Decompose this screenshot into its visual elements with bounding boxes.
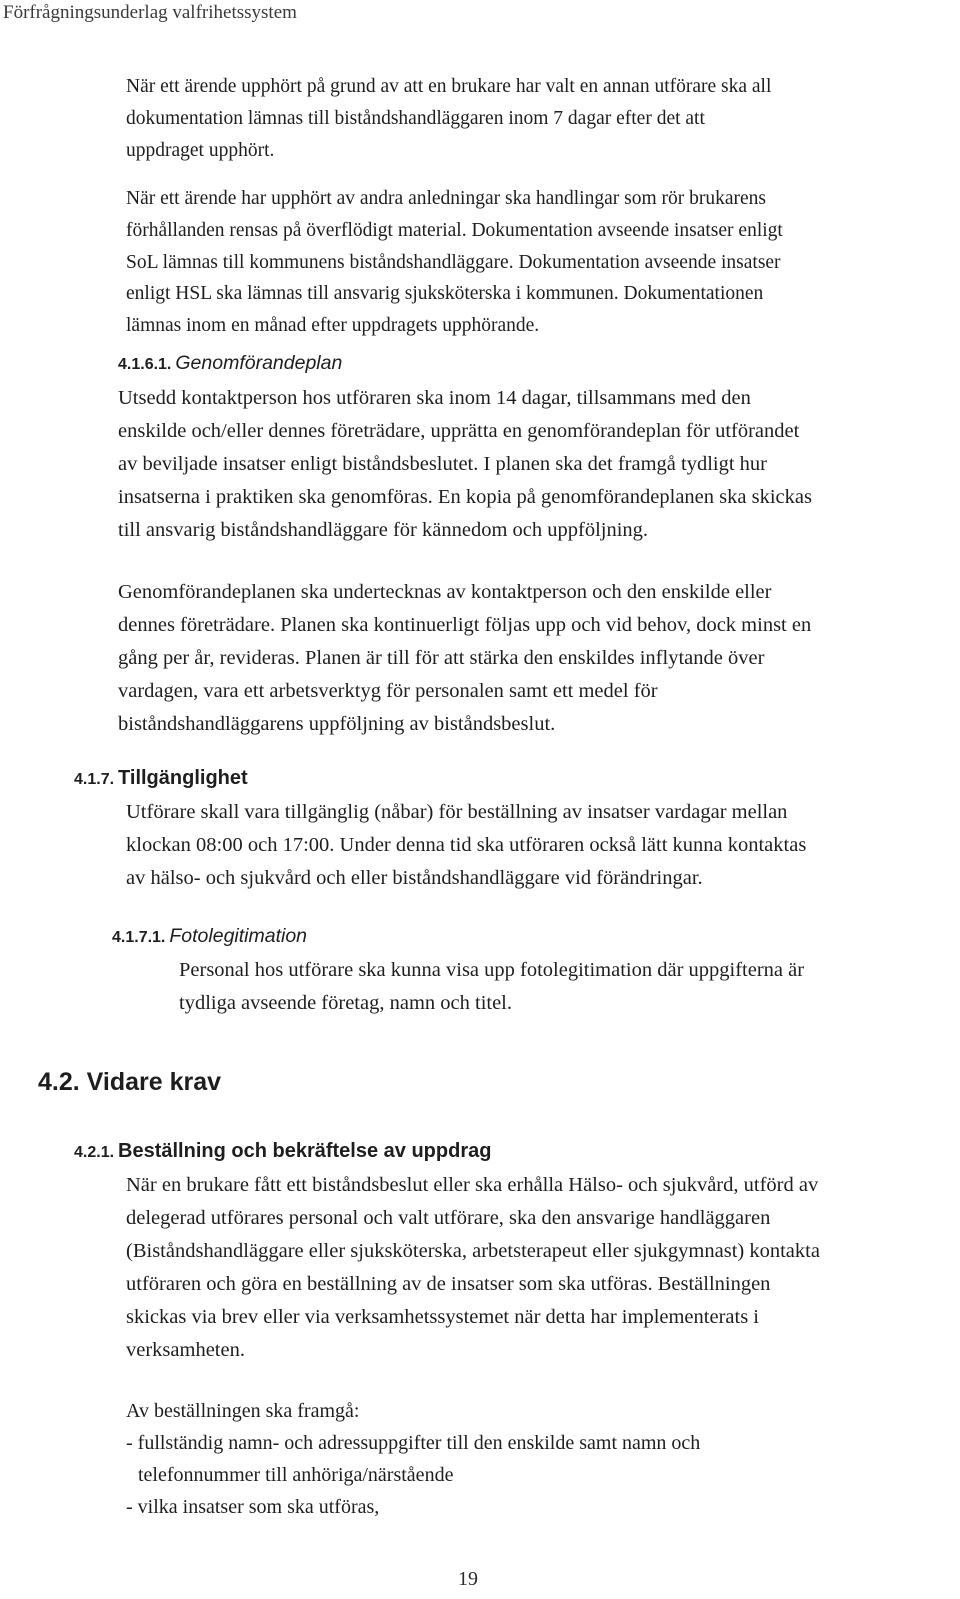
text-line: till ansvarig biståndshandläggare för kännedom och uppföljning.	[118, 519, 649, 541]
heading-number: 4.1.6.1.	[118, 356, 172, 373]
text-line: enligt HSL ska lämnas till ansvarig sjuksköterska i kommunen. Dokumentationen	[126, 283, 764, 305]
heading-title: Fotolegitimation	[169, 925, 308, 947]
text-line: förhållanden rensas på överflödigt material. Dokumentation avseende insatser enligt	[126, 219, 783, 241]
paragraph-genomforandeplan-signing	[118, 576, 811, 741]
paragraph-bestallning	[126, 1169, 820, 1367]
text-line: enskilde och/eller dennes företrädare, upprätta en genomförandeplan för utförandet	[118, 420, 800, 442]
text-line: dennes företrädare. Planen ska kontinuerligt följas upp och vid behov, dock minst en	[118, 614, 812, 636]
list-item: - vilka insatser som ska utföras,	[126, 1496, 380, 1518]
heading-4-2	[38, 1068, 221, 1097]
heading-title: Tillgänglighet	[118, 767, 248, 789]
heading-4-1-6-1	[118, 352, 342, 375]
heading-4-2-1	[74, 1140, 491, 1163]
text-line: av hälso- och sjukvård och eller biståndshandläggare vid förändringar.	[126, 867, 703, 889]
text-line: delegerad utförares personal och valt utförare, ska den ansvarige handläggaren	[126, 1207, 771, 1229]
heading-number: 4.1.7.	[74, 771, 115, 788]
text-line: vardagen, vara ett arbetsverktyg för personalen samt ett medel för	[118, 680, 658, 702]
text-line: utföraren och göra en beställning av de insatser som ska utföras. Beställningen	[126, 1273, 771, 1295]
text-line: klockan 08:00 och 17:00. Under denna tid ska utföraren också lätt kunna kontaktas	[126, 834, 807, 856]
heading-title: Vidare krav	[86, 1068, 222, 1096]
heading-number: 4.1.7.1.	[112, 929, 166, 946]
text-line: tydliga avseende företag, namn och titel.	[179, 992, 513, 1014]
heading-title: Beställning och bekräftelse av uppdrag	[118, 1140, 492, 1162]
text-line: gång per år, revideras. Planen är till för att stärka den enskildes inflytande över	[118, 647, 765, 669]
text-line: uppdraget upphört.	[126, 139, 275, 161]
heading-number: 4.2.	[38, 1068, 80, 1096]
heading-title: Genomförandeplan	[175, 352, 343, 374]
list-bestallning-contents	[126, 1395, 700, 1523]
text-line: dokumentation lämnas till biståndshandläggaren inom 7 dagar efter det att	[126, 107, 705, 129]
text-line: Utsedd kontaktperson hos utföraren ska inom 14 dagar, tillsammans med den	[118, 387, 751, 409]
list-intro: Av beställningen ska framgå:	[126, 1400, 360, 1422]
text-line: Utförare skall vara tillgänglig (nåbar) för beställning av insatser vardagar mellan	[126, 801, 788, 823]
paragraph-tillganglighet	[126, 796, 806, 895]
text-line: skickas via brev eller via verksamhetssystemet när detta har implementerats i	[126, 1306, 759, 1328]
paragraph-termination-other	[126, 183, 783, 342]
running-header: Förfrågningsunderlag valfrihetssystem	[3, 2, 297, 23]
paragraph-fotolegitimation	[179, 954, 804, 1020]
heading-number: 4.2.1.	[74, 1144, 115, 1161]
list-item-continuation: telefonnummer till anhöriga/närstående	[138, 1464, 454, 1486]
paragraph-genomforandeplan	[118, 382, 812, 547]
text-line: När en brukare fått ett biståndsbeslut eller ska erhålla Hälso- och sjukvård, utförd av	[126, 1174, 819, 1196]
heading-4-1-7	[74, 767, 248, 790]
text-line: (Biståndshandläggare eller sjuksköterska, arbetsterapeut eller sjukgymnast) kontakta	[126, 1240, 820, 1262]
text-line: Genomförandeplanen ska undertecknas av kontaktperson och den enskilde eller	[118, 581, 772, 603]
heading-4-1-7-1	[112, 925, 307, 948]
paragraph-termination-choice	[126, 71, 771, 166]
text-line: av beviljade insatser enligt biståndsbeslutet. I planen ska det framgå tydligt hur	[118, 453, 767, 475]
text-line: Personal hos utförare ska kunna visa upp fotolegitimation där uppgifterna är	[179, 959, 805, 981]
text-line: insatserna i praktiken ska genomföras. En kopia på genomförandeplanen ska skickas	[118, 486, 812, 508]
text-line: lämnas inom en månad efter uppdragets upphörande.	[126, 315, 540, 337]
list-item: - fullständig namn- och adressuppgifter till den enskilde samt namn och	[126, 1432, 701, 1454]
text-line: När ett ärende har upphört av andra anledningar ska handlingar som rör brukarens	[126, 188, 767, 209]
text-line: biståndshandläggarens uppföljning av biståndsbeslut.	[118, 713, 556, 735]
text-line: verksamheten.	[126, 1339, 245, 1361]
text-line: SoL lämnas till kommunens biståndshandläggare. Dokumentation avseende insatser	[126, 251, 781, 273]
page-number: 19	[458, 1568, 478, 1590]
text-line: När ett ärende upphört på grund av att en brukare har valt en annan utförare ska all	[126, 76, 772, 97]
